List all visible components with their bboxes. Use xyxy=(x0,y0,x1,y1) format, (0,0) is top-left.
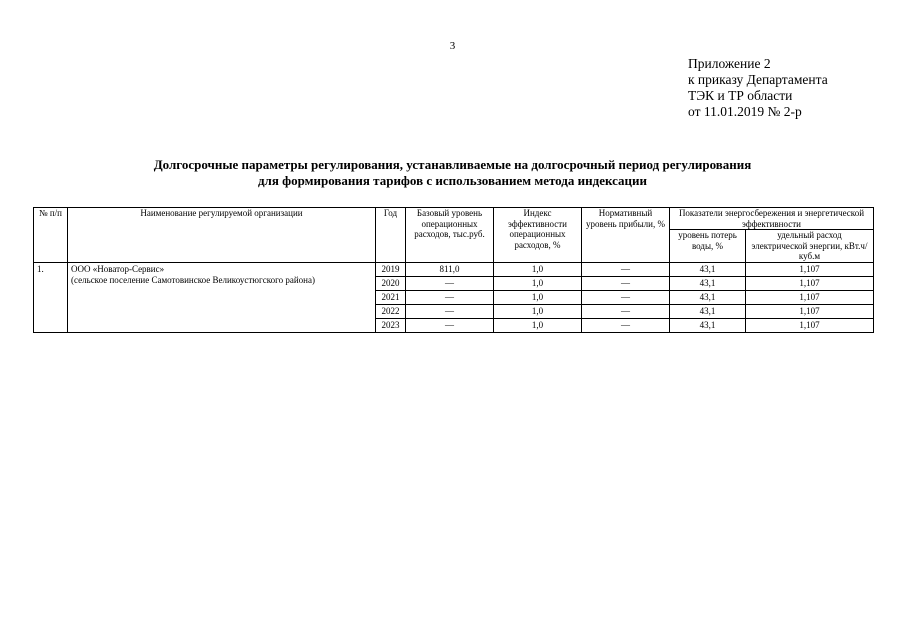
header-water-loss: уровень потерь воды, % xyxy=(670,230,746,263)
cell-loss: 43,1 xyxy=(670,318,746,332)
cell-loss: 43,1 xyxy=(670,304,746,318)
cell-consumption: 1,107 xyxy=(746,290,874,304)
cell-profit: — xyxy=(582,304,670,318)
parameters-table xyxy=(33,207,874,333)
appendix-line: Приложение 2 xyxy=(688,56,771,71)
cell-year: 2023 xyxy=(376,318,406,332)
cell-consumption: 1,107 xyxy=(746,304,874,318)
cell-base: — xyxy=(406,304,494,318)
appendix-line: от 11.01.2019 № 2-р xyxy=(688,104,802,119)
cell-year: 2020 xyxy=(376,276,406,290)
header-profit: Нормативный уровень прибыли, % xyxy=(582,208,670,263)
cell-profit: — xyxy=(582,290,670,304)
cell-index: 1,0 xyxy=(494,304,582,318)
header-base-costs: Базовый уровень операционных расходов, тыс.руб. xyxy=(406,208,494,263)
org-note: (сельское поселение Самотовинское Великоустюгского района) xyxy=(71,274,315,285)
cell-base: — xyxy=(406,318,494,332)
row-num: 1. xyxy=(34,262,68,332)
header-num: № п/п xyxy=(34,208,68,263)
appendix-line: ТЭК и ТР области xyxy=(688,88,793,103)
title-line: для формирования тарифов с использованием метода индексации xyxy=(257,173,648,188)
header-row xyxy=(34,208,874,230)
cell-year: 2021 xyxy=(376,290,406,304)
cell-loss: 43,1 xyxy=(670,262,746,276)
cell-year: 2019 xyxy=(376,262,406,276)
cell-loss: 43,1 xyxy=(670,276,746,290)
title-line: Долгосрочные параметры регулирования, устанавливаемые на долгосрочный период регулирования xyxy=(153,157,752,172)
cell-base: 811,0 xyxy=(406,262,494,276)
cell-consumption: 1,107 xyxy=(746,318,874,332)
cell-index: 1,0 xyxy=(494,262,582,276)
cell-consumption: 1,107 xyxy=(746,262,874,276)
cell-base: — xyxy=(406,290,494,304)
appendix-block xyxy=(688,56,828,120)
cell-profit: — xyxy=(582,262,670,276)
page-number: 3 xyxy=(449,40,456,52)
cell-loss: 43,1 xyxy=(670,290,746,304)
cell-year: 2022 xyxy=(376,304,406,318)
header-org: Наименование регулируемой организации xyxy=(68,208,376,263)
cell-base: — xyxy=(406,276,494,290)
cell-index: 1,0 xyxy=(494,276,582,290)
cell-index: 1,0 xyxy=(494,290,582,304)
cell-profit: — xyxy=(582,318,670,332)
header-energy-group: Показатели энергосбережения и энергетической эффективности xyxy=(670,208,874,230)
appendix-line: к приказу Департамента xyxy=(688,72,828,87)
document-title xyxy=(0,157,905,189)
cell-consumption: 1,107 xyxy=(746,276,874,290)
table-row xyxy=(34,262,874,276)
cell-profit: — xyxy=(582,276,670,290)
cell-index: 1,0 xyxy=(494,318,582,332)
header-year: Год xyxy=(376,208,406,263)
header-electricity-consumption: удельный расход электрической энергии, кВт.ч/куб.м xyxy=(746,230,874,263)
header-efficiency-index: Индекс эффективности операционных расходов, % xyxy=(494,208,582,263)
org-name: ООО «Новатор-Сервис» xyxy=(71,263,165,274)
org-cell xyxy=(68,262,376,332)
